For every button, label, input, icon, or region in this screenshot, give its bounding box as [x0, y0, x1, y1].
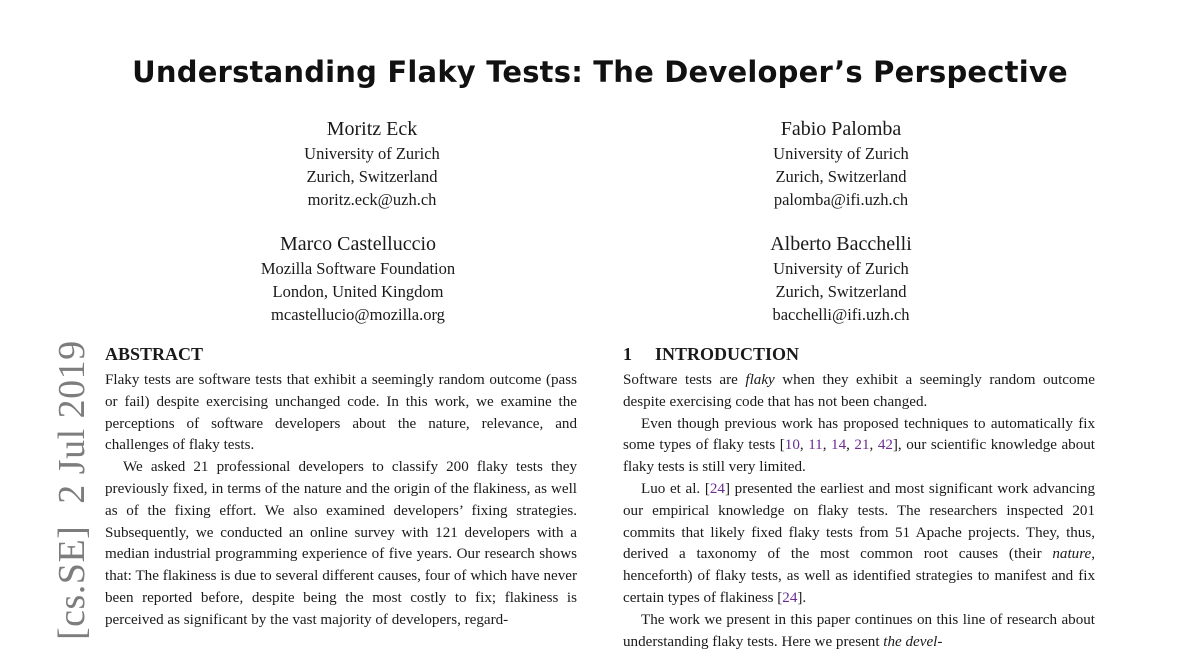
citation-link[interactable]: 42: [877, 437, 893, 454]
author-block: [661, 116, 1021, 211]
text-run: when they exhibit a seemingly random outcome despite exercising code that has not been changed.: [623, 372, 1095, 410]
introduction-section: [623, 342, 1095, 653]
author-block: [192, 116, 552, 211]
author-location: Zurich, Switzerland: [775, 282, 907, 301]
citation-link[interactable]: 24: [782, 589, 798, 606]
emphasis: flaky: [745, 372, 775, 388]
author-location: London, United Kingdom: [272, 282, 444, 301]
author-affiliation: University of Zurich: [304, 144, 440, 163]
author-affiliation: University of Zurich: [773, 259, 909, 278]
author-block: [178, 231, 538, 326]
arxiv-category: [cs.SE]: [51, 525, 93, 640]
paper-title: Understanding Flaky Tests: The Developer’s Perspective: [132, 55, 1068, 89]
text-run: ] presented the earliest and most significant work advancing our empirical knowledge on flaky tests. The researchers inspected 201 commits that likely fixed flaky tests from 51 Apache projects. They, thus, derived a taxonomy of the most common root causes (their: [623, 480, 1095, 563]
abstract-paragraph: Flaky tests are software tests that exhibit a seemingly random outcome (pass or fail) despite exercising unchanged code. In this work, we examine the perceptions of software developers about the nature, relevance, and challenges of flaky tests.: [105, 372, 577, 454]
intro-paragraph: Even though previous work has proposed techniques to automatically fix some types of flaky tests [10, 11, 14, 21, 42], our scientific knowledge about flaky tests is still very limited.: [623, 415, 1095, 476]
citation-link[interactable]: 14: [831, 437, 847, 454]
emphasis: nature: [1052, 546, 1092, 563]
citation-link[interactable]: 11: [808, 437, 823, 454]
author-email: moritz.eck@uzh.ch: [307, 190, 437, 209]
abstract-section: [105, 342, 577, 632]
author-email: palomba@ifi.uzh.ch: [773, 190, 909, 209]
text-run: Even though previous work has proposed techniques to automatically fix some types of flaky tests [: [623, 415, 1095, 454]
author-name: Alberto Bacchelli: [770, 233, 912, 255]
text-run: Software tests are: [623, 372, 746, 388]
author-name: Fabio Palomba: [780, 118, 902, 140]
abstract-heading: ABSTRACT: [105, 344, 204, 364]
author-name: Moritz Eck: [326, 118, 418, 140]
author-email: mcastellucio@mozilla.org: [271, 305, 445, 324]
text-run: ].: [797, 589, 807, 606]
author-location: Zurich, Switzerland: [306, 167, 438, 186]
arxiv-date: 2 Jul 2019: [51, 340, 93, 504]
section-number: 1: [623, 344, 632, 364]
citation-link[interactable]: 24: [709, 480, 725, 497]
emphasis: the devel-: [883, 633, 943, 650]
abstract-paragraph: We asked 21 professional developers to classify 200 flaky tests they previously fixed, in terms of the nature and the origin of the flakiness, as well as of the fixing effort. We also examined developers’ fixing strategies. Subsequently, we conducted an online survey with 121 developers with a median industrial programming experience of five years. Our research shows that: The flakiness is due to several different causes, four of which have never been reported before, despite being the most costly to fix; flakiness is perceived as significant by the vast majority of developers, regard-: [105, 459, 577, 628]
intro-paragraph: [623, 370, 1095, 414]
author-affiliation: Mozilla Software Foundation: [260, 259, 456, 278]
text-run: , henceforth) of flaky tests, as well as identified strategies to manifest and fix certain types of flakiness [: [623, 546, 1095, 606]
arxiv-stamp: [50, 340, 94, 640]
intro-paragraph: [623, 610, 1095, 653]
section-title: INTRODUCTION: [655, 344, 800, 364]
text-run: The work we present in this paper continues on this line of research about understanding flaky tests. Here we present: [623, 611, 1095, 650]
author-name: Marco Castelluccio: [279, 233, 437, 255]
author-location: Zurich, Switzerland: [775, 167, 907, 186]
author-affiliation: University of Zurich: [773, 144, 909, 163]
citation-link[interactable]: 10: [784, 437, 800, 454]
author-email: bacchelli@ifi.uzh.ch: [772, 305, 910, 324]
text-run: Luo et al. [: [641, 480, 710, 497]
intro-paragraph: [623, 479, 1095, 610]
author-block: [661, 231, 1021, 326]
citation-link[interactable]: 21: [854, 437, 870, 454]
introduction-heading: [623, 342, 1095, 366]
text-run: ], our scientific knowledge about flaky tests is still very limited.: [623, 437, 1095, 476]
